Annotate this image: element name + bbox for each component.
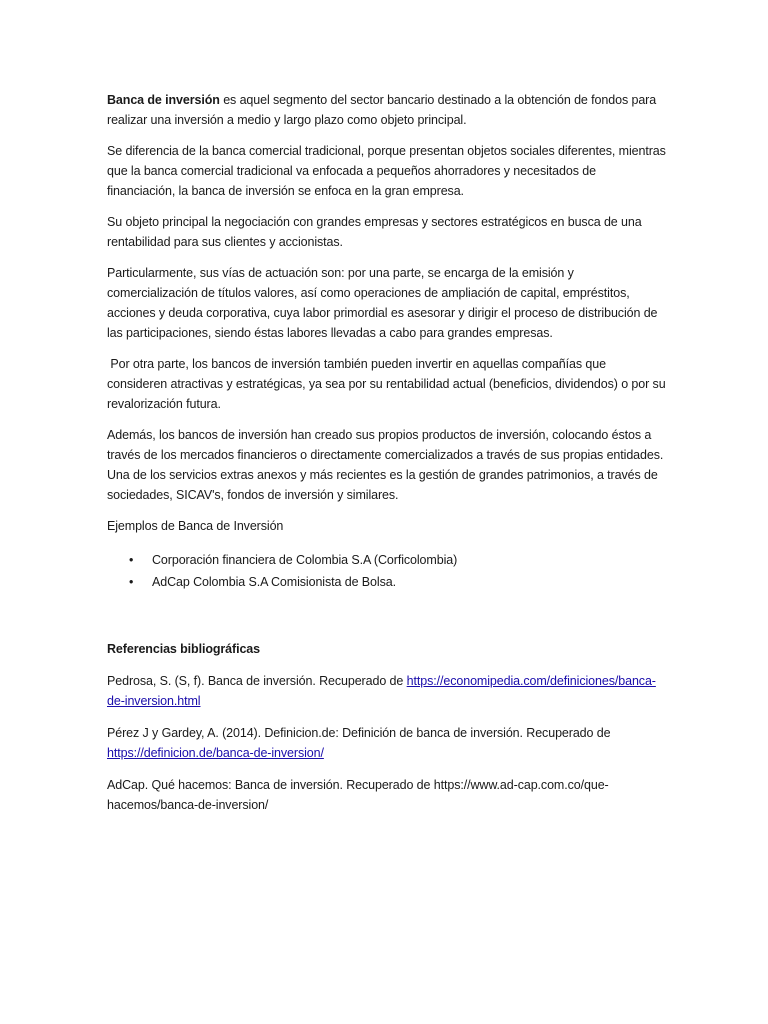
- reference-link[interactable]: https://economipedia.com/definiciones/banca-de-inversion.html: [107, 674, 656, 708]
- reference-text: AdCap. Qué hacemos: Banca de inversión. Recuperado de https://www.ad-cap.com.co/que-hacemos/banca-de-inversion/: [107, 778, 609, 812]
- list-item-text: Corporación financiera de Colombia S.A (Corficolombia): [152, 553, 458, 567]
- reference-1: [107, 671, 667, 711]
- paragraph-4: Por otra parte, los bancos de inversión también pueden invertir en aquellas compañías que consideren atractivas y estratégicas, ya sea por su rentabilidad actual (beneficios, dividendos) o por su revalorización futura.: [107, 357, 666, 411]
- reference-text: Pedrosa, S. (S, f). Banca de inversión. Recuperado de: [107, 674, 407, 688]
- paragraph-3: Particularmente, sus vías de actuación son: por una parte, se encarga de la emisión y comercialización de títulos valores, así como operaciones de ampliación de capital, empréstitos, acciones y deuda corporativa, cuya labor primordial es asesorar y dirigir el proceso de distribución de las participaciones, siendo éstas labores llevadas a cabo para grandes empresas.: [107, 266, 658, 340]
- paragraph-5: Además, los bancos de inversión han creado sus propios productos de inversión, colocando éstos a través de los mercados financieros o directamente comercializados a través de sus propias entidades. Una de los servicios extras anexos y más recientes es la gestión de grandes patrimonios, a través de sociedades, SICAV's, fondos de inversión y similares.: [107, 428, 664, 502]
- intro-text: es aquel segmento del sector bancario destinado a la obtención de fondos para realizar una inversión a medio y largo plazo como objeto principal.: [107, 93, 657, 127]
- references-heading: Referencias bibliográficas: [107, 642, 261, 656]
- reference-link[interactable]: https://definicion.de/banca-de-inversion/: [107, 746, 324, 760]
- list-item-text: AdCap Colombia S.A Comisionista de Bolsa.: [152, 575, 396, 589]
- paragraph-1: Se diferencia de la banca comercial tradicional, porque presentan objetos sociales diferentes, mientras que la banca comercial tradicional va enfocada a pequeños ahorradores y necesitados de financiación, la banca de inversión se enfoca en la gran empresa.: [107, 144, 666, 198]
- list-item: [107, 549, 667, 571]
- reference-text: Pérez J y Gardey, A. (2014). Definicion.de: Definición de banca de inversión. Recuperado de: [107, 726, 611, 740]
- intro-paragraph: [107, 90, 667, 130]
- bullet-icon: •: [129, 553, 134, 567]
- examples-list: [107, 549, 667, 593]
- list-item: [107, 571, 667, 593]
- bullet-icon: •: [129, 575, 134, 589]
- intro-term: Banca de inversión: [107, 93, 220, 107]
- examples-heading: Ejemplos de Banca de Inversión: [107, 519, 284, 533]
- document-page: [107, 90, 667, 827]
- reference-2: [107, 723, 667, 763]
- paragraph-2: Su objeto principal la negociación con grandes empresas y sectores estratégicos en busca de una rentabilidad para sus clientes y accionistas.: [107, 215, 642, 249]
- reference-3: [107, 775, 667, 815]
